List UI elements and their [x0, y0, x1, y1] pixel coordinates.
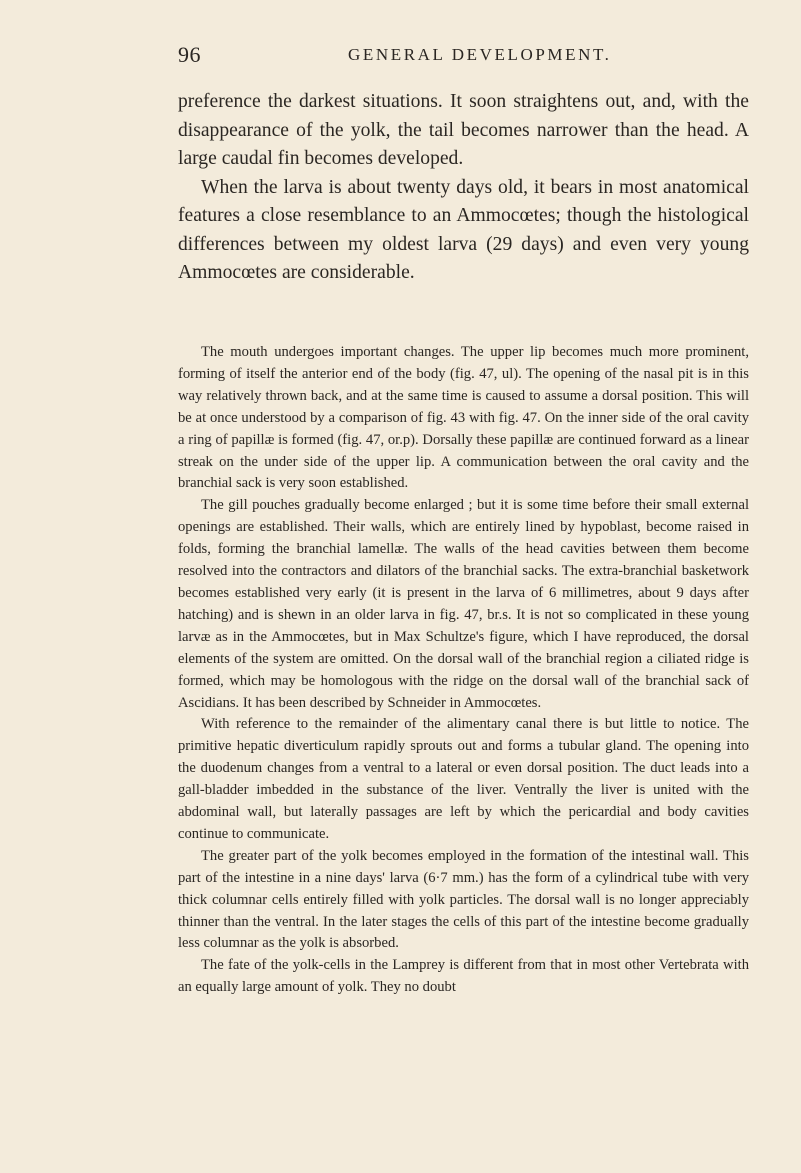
- large-paragraph: preference the darkest situations. It soon straightens out, and, with the disappearance of the yolk, the tail becomes narrower than the head. A large caudal fin becomes developed.: [178, 91, 749, 169]
- running-head: GENERAL DEVELOPMENT.: [348, 45, 612, 64]
- small-paragraph: The fate of the yolk-cells in the Lamprey is different from that in most other Vertebrata with an equally large amount of yolk. They no doubt: [178, 957, 749, 996]
- page-number: 96: [178, 42, 201, 67]
- small-type-section: [178, 342, 749, 999]
- small-paragraph: The greater part of the yolk becomes employed in the formation of the intestinal wall. This part of the intestine in a nine days' larva (6·7 mm.) has the form of a cylindrical tube with very thick columnar cells entirely filled with yolk particles. The dorsal wall is no longer appreciably thinner than the ventral. In the later stages the cells of this part of the intestine become gradually less columnar as the yolk is absorbed.: [178, 847, 749, 952]
- page-header: [178, 42, 748, 72]
- small-paragraph: The gill pouches gradually become enlarged ; but it is some time before their small external openings are established. Their walls, which are entirely lined by hypoblast, become raised in folds, forming the branchial lamellæ. The walls of the head cavities between them become resolved into the contractors and dilators of the branchial sacks. The extra-branchial basketwork becomes established very early (it is present in the larva of 6 millimetres, about 9 days after hatching) and is shewn in an older larva in fig. 47, br.s. It is not so complicated in these young larvæ as in the Ammocœtes, but in Max Schultze's figure, which I have reproduced, the dorsal elements of the system are omitted. On the dorsal wall of the branchial region a ciliated ridge is formed, which may be homologous with the ridge on the dorsal wall of the branchial sack of Ascidians. It has been described by Schneider in Ammocœtes.: [178, 497, 749, 711]
- small-paragraph: The mouth undergoes important changes. The upper lip becomes much more prominent, forming of itself the anterior end of the body (fig. 47, ul). The opening of the nasal pit is in this way relatively thrown back, and at the same time is caused to assume a dorsal position. This will be at once understood by a comparison of fig. 43 with fig. 47. On the inner side of the oral cavity a ring of papillæ is formed (fig. 47, or.p). Dorsally these papillæ are continued forward as a linear streak on the under side of the upper lip. A communication between the oral cavity and the branchial sack is very soon established.: [178, 344, 749, 492]
- small-paragraph: With reference to the remainder of the alimentary canal there is but little to notice. The primitive hepatic diverticulum rapidly sprouts out and forms a tubular gland. The opening into the duodenum changes from a ventral to a lateral or even dorsal position. The duct leads into a gall-bladder imbedded in the substance of the liver. Ventrally the liver is united with the abdominal wall, but laterally passages are left by which the pericardial and body cavities continue to communicate.: [178, 716, 749, 842]
- large-paragraph: When the larva is about twenty days old, it bears in most anatomical features a close resemblance to an Ammocœtes; though the histological differences between my oldest larva (29 days) and even very young Ammocœtes are considerable.: [178, 176, 749, 283]
- large-type-section: [178, 88, 749, 288]
